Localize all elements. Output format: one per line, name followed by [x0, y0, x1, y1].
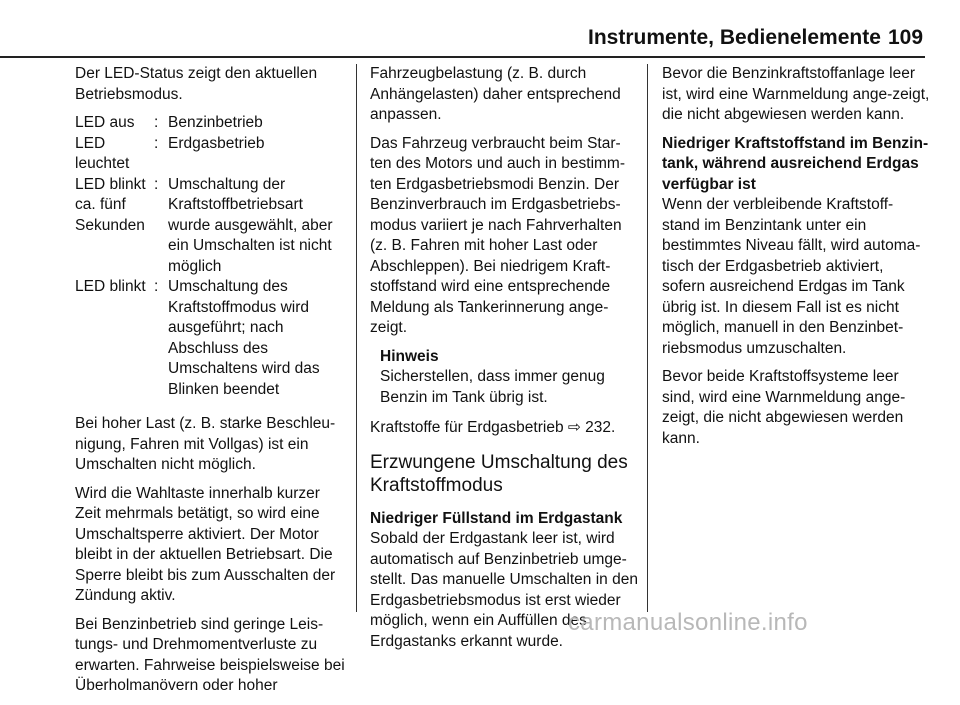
paragraph: Bevor beide Kraftstoffsysteme leer sind, wird eine Warnmeldung ange-zeigt, die nicht abgewiesen werden kann. [662, 368, 906, 447]
header-divider [0, 56, 925, 58]
paragraph: Bei hoher Last (z. B. starke Beschleu-nigung, Fahren mit Vollgas) ist ein Umschalten nicht möglich. [75, 415, 336, 473]
paragraph: Wenn der verbleibende Kraftstoff-stand im Benzintank unter ein bestimmtes Niveau fällt, wird automa-tisch der Erdgasbetrieb aktiviert, sofern ausreichend Erdgas im Tank übrig ist. In diesem Fall ist es nicht möglich, manuell in den Benzinbet-riebsmodus umzuschalten. [662, 196, 921, 357]
hint-title: Hinweis [380, 347, 439, 365]
column-divider-2 [647, 64, 648, 612]
paragraph: Bei Benzinbetrieb sind geringe Leis-tungs- und Drehmomentverluste zu erwarten. Fahrweise beispielsweise bei Überholmanövern oder hoher [75, 615, 345, 694]
paragraph: Sobald der Erdgastank leer ist, wird automatisch auf Benzinbetrieb umge-stellt. Das manuelle Umschalten in den Erdgasbetriebsmodus ist erst wieder möglich, wenn ein Auffüllen des Erdgastanks erkannt wurde. [370, 530, 638, 650]
led-key: LED blinkt [75, 278, 146, 295]
led-description: Erdgasbetrieb [168, 134, 265, 152]
section-heading: Erzwungene Umschaltung des Kraftstoffmodus [370, 451, 628, 496]
led-intro: Der LED-Status zeigt den aktuellen Betriebsmodus. [75, 65, 318, 103]
led-key: LED blinkt ca. fünf Sekunden [75, 175, 146, 234]
led-sep: : [154, 134, 159, 152]
led-sep: : [154, 175, 159, 193]
column-1 [75, 64, 349, 705]
led-sep: : [154, 278, 159, 295]
paragraph: Bevor die Benzinkraftstoffanlage leer ist, wird eine Warnmeldung ange-zeigt, die nicht abgewiesen werden kann. [662, 65, 930, 123]
led-description: Umschaltung des Kraftstoffmodus wird ausgeführt; nach Abschluss des Umschaltens wird das Blinken beendet [168, 278, 320, 398]
column-2 [370, 64, 638, 660]
led-table-row [75, 134, 349, 175]
led-description: Benzinbetrieb [168, 114, 263, 131]
page-number: 109 [888, 26, 924, 49]
led-status-table [75, 113, 349, 400]
watermark: carmanualsonline.info [568, 609, 808, 636]
led-table-row [75, 113, 349, 134]
subsection-heading: Niedriger Füllstand im Erdgastank [370, 509, 623, 527]
led-description: Umschaltung der Kraftstoffbetriebsart wurde ausgewählt, aber ein Umschalten ist nicht möglich [168, 175, 333, 275]
led-table-row [75, 277, 349, 400]
page-title: Instrumente, Bedienelemente [588, 26, 881, 49]
led-table-row [75, 175, 349, 278]
fuel-reference-link[interactable]: Kraftstoffe für Erdgasbetrieb ⇨ 232. [370, 419, 616, 436]
hint-box [370, 347, 638, 409]
paragraph: Das Fahrzeug verbraucht beim Star-ten des Motors und auch in bestimm-ten Erdgasbetriebsmodi Benzin. Der Benzinverbrauch im Erdgasbetriebs-modus variiert je nach Fahrverhalten (z. B. Fahren mit hoher Last oder Abschleppen). Bei niedrigem Kraft-stoffstand wird eine entsprechende Meldung als Tankerinnerung ange-zeigt. [370, 134, 626, 336]
led-sep: : [154, 114, 159, 131]
subsection-heading: Niedriger Kraftstoffstand im Benzin-tank, während ausreichend Erdgas verfügbar ist [662, 134, 929, 193]
column-divider-1 [356, 64, 357, 612]
paragraph: Fahrzeugbelastung (z. B. durch Anhängelasten) daher entsprechend anpassen. [370, 65, 621, 123]
hint-text: Sicherstellen, dass immer genug Benzin im Tank übrig ist. [380, 368, 605, 406]
led-key: LED aus [75, 114, 135, 131]
page-header [0, 0, 960, 56]
column-3 [662, 64, 930, 457]
led-key: LED leuchtet [75, 134, 130, 172]
paragraph: Wird die Wahltaste innerhalb kurzer Zeit mehrmals betätigt, so wird eine Umschaltsperre aktiviert. Der Motor bleibt in der aktuellen Betriebsart. Die Sperre bleibt bis zum Ausschalten der Zündung aktiv. [75, 484, 336, 604]
